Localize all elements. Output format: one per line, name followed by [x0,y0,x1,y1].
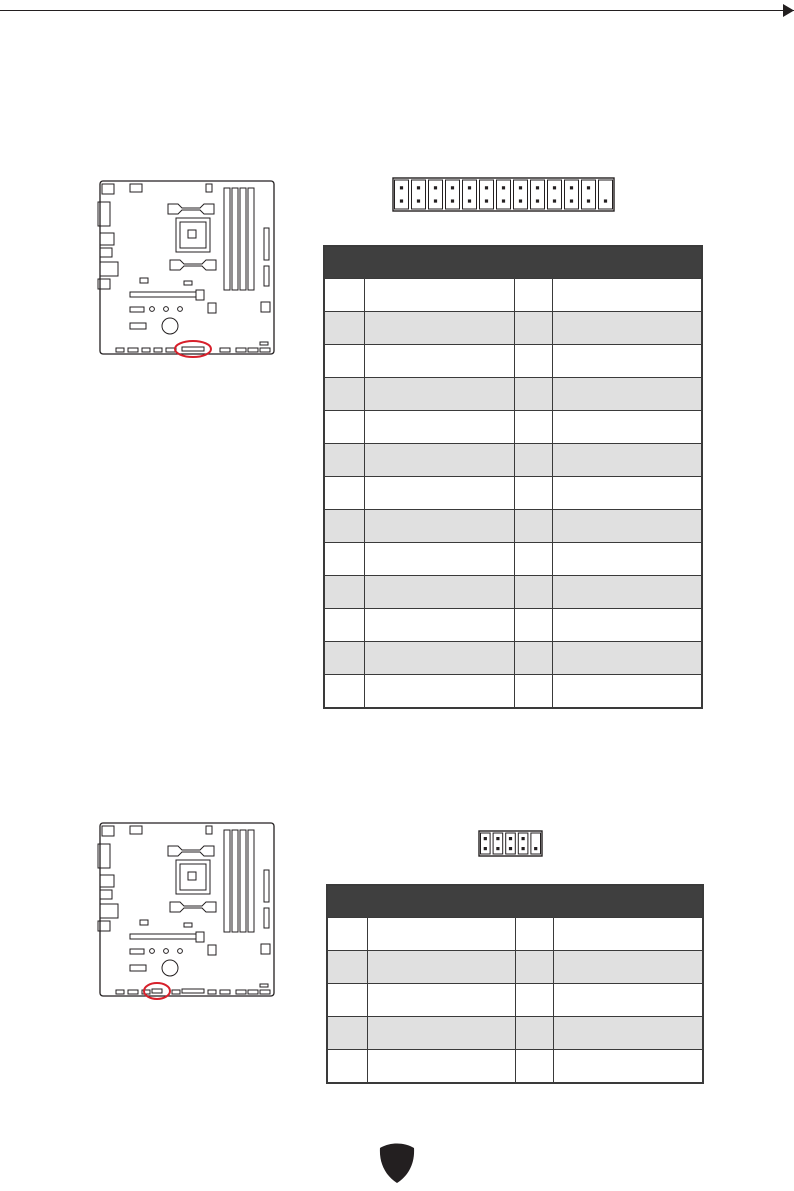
cell-signal [364,312,514,345]
cell-pin [324,345,364,378]
cell-pin [324,378,364,411]
pin [451,199,454,202]
pin [519,199,522,202]
shield-logo [378,1140,416,1189]
table-row [324,642,702,675]
pin [536,199,539,202]
cell-signal [364,642,514,675]
cell-pin-2 [514,675,552,709]
pin [534,847,537,850]
pin [496,837,499,840]
table-row [324,312,702,345]
table-row [327,984,703,1017]
cell-pin [327,1017,367,1050]
header-frame [479,831,542,856]
cell-signal [367,951,515,984]
pin [509,847,512,850]
cell-signal [367,984,515,1017]
pin [484,847,487,850]
pin [434,199,437,202]
pin [522,847,525,850]
cell-signal [364,411,514,444]
pin [502,186,505,189]
pin [502,199,505,202]
cell-signal-2 [552,312,702,345]
cell-pin-2 [514,477,552,510]
table-row [324,675,702,709]
shield-logo-icon [378,1140,416,1184]
cell-pin-2 [514,312,552,345]
cell-signal [364,576,514,609]
cell-pin-2 [515,1050,553,1084]
cell-signal [364,675,514,709]
top-rule [0,0,794,20]
pin [400,199,403,202]
pin [434,186,437,189]
cell-signal [367,1017,515,1050]
cell-signal [364,378,514,411]
cell-pin-2 [514,510,552,543]
motherboard-diagram-icon [96,820,278,1002]
header-signal [367,885,515,918]
cell-signal [367,918,515,951]
motherboard-diagram-top [96,178,278,360]
pin [536,186,539,189]
pin [451,186,454,189]
cell-signal-2 [553,951,703,984]
cell-signal-2 [552,477,702,510]
cell-pin [324,411,364,444]
cell-signal-2 [552,675,702,709]
header-signal [364,246,514,279]
motherboard-diagram-icon [96,178,278,360]
cell-pin-2 [514,279,552,312]
cell-signal [364,609,514,642]
cell-signal-2 [552,576,702,609]
pin-header-2x13-icon [392,177,616,213]
pin [519,186,522,189]
cell-pin [324,576,364,609]
cell-pin-2 [514,543,552,576]
pin [587,199,590,202]
cell-pin [324,675,364,709]
cell-pin [324,543,364,576]
table-header-row [327,885,703,918]
pin [570,186,573,189]
cell-pin-2 [515,918,553,951]
cell-pin-2 [515,951,553,984]
table-row [324,444,702,477]
cell-signal-2 [552,444,702,477]
table-row [324,279,702,312]
pin [553,186,556,189]
cell-pin [324,444,364,477]
pin [485,186,488,189]
cell-pin-2 [514,444,552,477]
cell-pin [327,984,367,1017]
pin-header-2x5 [478,830,544,863]
cell-signal-2 [553,1017,703,1050]
table-row [324,378,702,411]
cell-pin-2 [514,576,552,609]
pin-header-2x13 [392,177,616,218]
header-signal-2 [552,246,702,279]
cell-signal [364,477,514,510]
motherboard-diagram-bottom [96,820,278,1002]
pin [400,186,403,189]
cell-pin [324,642,364,675]
cell-pin [324,609,364,642]
pin [604,199,607,202]
pin [468,186,471,189]
cell-signal [364,345,514,378]
table-row [324,576,702,609]
cell-pin [327,1050,367,1084]
cell-signal-2 [553,918,703,951]
table-row [324,345,702,378]
table-header-row [324,246,702,279]
cell-signal [364,444,514,477]
cell-signal-2 [552,543,702,576]
cell-signal-2 [552,642,702,675]
pin [417,199,420,202]
table-row [324,477,702,510]
table-row [324,543,702,576]
pin [468,199,471,202]
cell-signal-2 [552,510,702,543]
cell-pin [324,510,364,543]
table-row [327,951,703,984]
cell-signal-2 [553,1050,703,1084]
cell-signal [367,1050,515,1084]
pin [496,847,499,850]
cell-pin-2 [514,345,552,378]
table-row [327,1017,703,1050]
header-pin [324,246,364,279]
header-frame [393,178,614,211]
cell-signal [364,543,514,576]
cell-signal-2 [552,609,702,642]
pin [509,837,512,840]
header-pin [327,885,367,918]
table-row [324,411,702,444]
pin [485,199,488,202]
pin-header-2x5-icon [478,830,544,858]
cell-pin [324,477,364,510]
table-row [327,918,703,951]
cell-pin [327,951,367,984]
cell-pin-2 [515,1017,553,1050]
table-row [324,510,702,543]
pin [484,837,487,840]
pin-definition-table-top [323,245,703,709]
cell-pin-2 [514,378,552,411]
cell-pin-2 [515,984,553,1017]
pin [570,199,573,202]
pin [553,199,556,202]
pin [522,837,525,840]
cell-pin [324,279,364,312]
header-signal-2 [553,885,703,918]
table-row [327,1050,703,1084]
cell-signal-2 [553,984,703,1017]
header-pin-2 [515,885,553,918]
cell-pin-2 [514,609,552,642]
cell-signal-2 [552,345,702,378]
cell-signal-2 [552,378,702,411]
cell-signal-2 [552,279,702,312]
cell-pin [327,918,367,951]
cell-pin-2 [514,411,552,444]
cell-pin [324,312,364,345]
cell-signal-2 [552,411,702,444]
pin [417,186,420,189]
pin [587,186,590,189]
header-pin-2 [514,246,552,279]
pin-definition-table-bottom [326,884,704,1084]
cell-signal [364,510,514,543]
cell-signal [364,279,514,312]
cell-pin-2 [514,642,552,675]
table-row [324,609,702,642]
